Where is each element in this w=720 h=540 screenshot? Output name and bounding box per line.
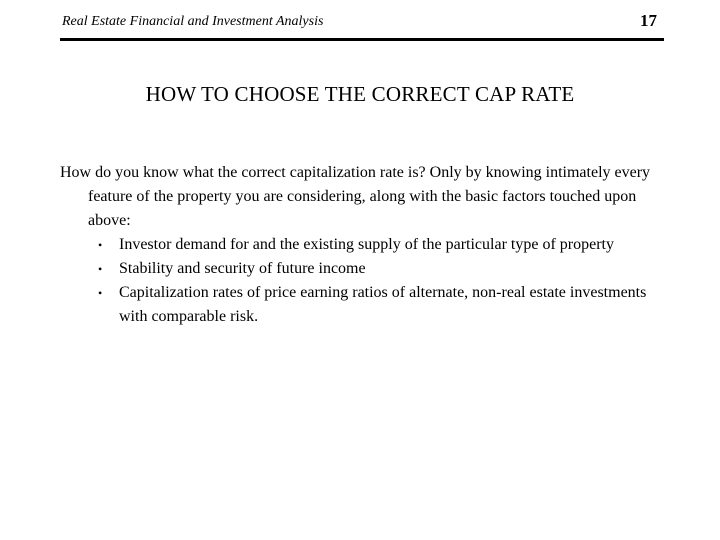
bullet-icon: • [98, 286, 103, 300]
bullet-item [98, 281, 670, 329]
bullet-list [60, 233, 670, 329]
bullet-icon: • [98, 262, 103, 276]
bullet-text: Capitalization rates of price earning ratios of alternate, non-real estate investments with comparable risk. [119, 284, 647, 325]
bullet-text: Investor demand for and the existing supply of the particular type of property [119, 236, 614, 253]
bullet-item [98, 233, 670, 257]
slide-title: HOW TO CHOOSE THE CORRECT CAP RATE [145, 82, 575, 106]
bullet-text: Stability and security of future income [119, 260, 366, 277]
intro-paragraph: How do you know what the correct capitalization rate is? Only by knowing intimately every feature of the property you are considering, along with the basic factors touched upon above: [60, 164, 651, 229]
page-number: 17 [640, 11, 657, 30]
page-header [60, 14, 664, 41]
slide-body [60, 161, 670, 329]
bullet-icon: • [98, 238, 103, 252]
header-title: Real Estate Financial and Investment Analysis [62, 14, 324, 29]
bullet-item [98, 257, 670, 281]
